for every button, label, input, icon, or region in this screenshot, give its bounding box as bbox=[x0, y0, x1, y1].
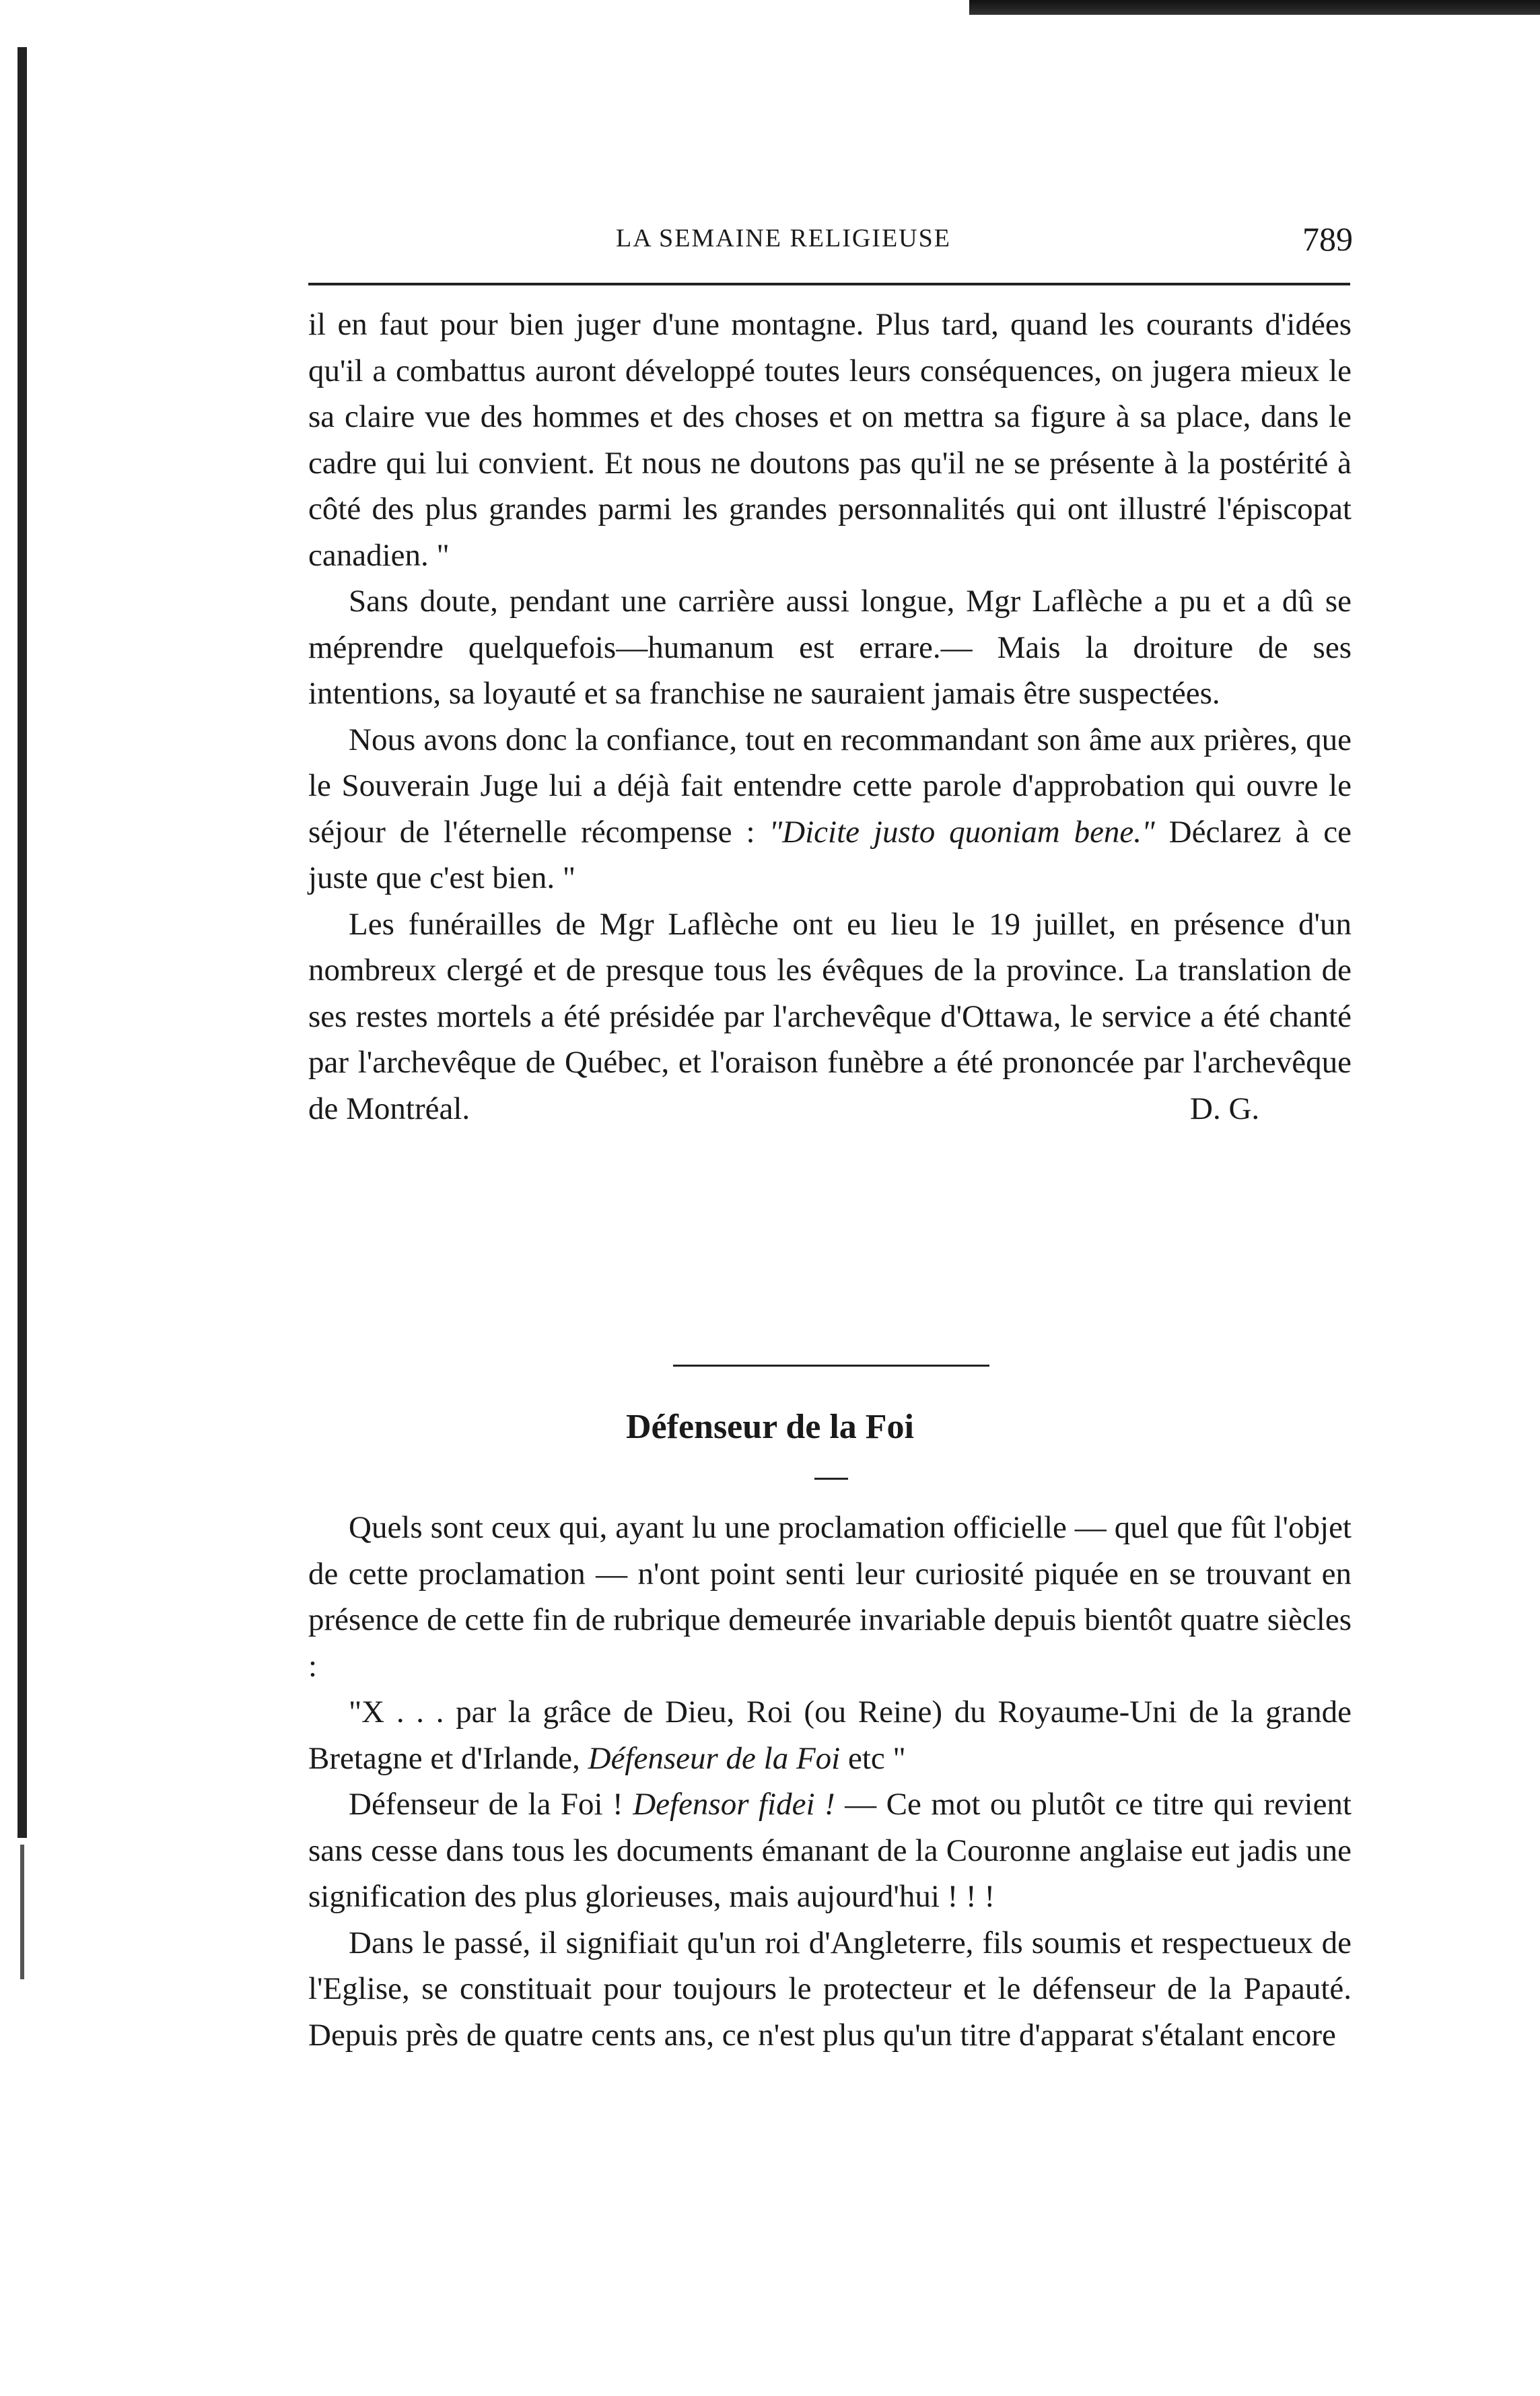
section-divider bbox=[673, 1365, 989, 1367]
scan-edge-top bbox=[969, 0, 1540, 15]
page-header bbox=[306, 220, 1353, 271]
paragraph-text: — Ce mot ou plutôt ce titre qui revient sans cesse dans tous les documents émanant de la Couronne anglaise eut jadis une signification des plus glorieuses, mais aujourd'hui ! ! ! bbox=[308, 1787, 1352, 1914]
paragraph-text: etc " bbox=[840, 1740, 906, 1776]
header-rule bbox=[308, 283, 1350, 285]
paragraph: il en faut pour bien juger d'une montagne. Plus tard, quand les courants d'idées qu'il a combattus auront développé toutes leurs conséquences, on jugera mieux le sa claire vue des hommes et des choses et on mettra sa figure à sa place, dans le cadre qui lui convient. Et nous ne doutons pas qu'il ne se présente à la postérité à côté des plus grandes parmi les grandes personnalités qui ont illustré l'épiscopat canadien. " bbox=[308, 307, 1352, 573]
paragraph: Sans doute, pendant une carrière aussi longue, Mgr Laflèche a pu et a dû se méprendre quelquefois—humanum est errare.— Mais la droiture de ses intentions, sa loyauté et sa franchise ne sauraient jamais être suspectées. bbox=[308, 584, 1352, 711]
italic-title: Défenseur de la Foi bbox=[588, 1740, 841, 1776]
section-title: Défenseur de la Foi bbox=[626, 1408, 914, 1446]
paragraph-text: Nous avons donc la confiance, tout en recommandant son âme aux prières, que le Souverain Juge lui a déjà fait entendre cette parole d'approbation qui ouvre le séjour de l'éternelle récompense : bbox=[308, 722, 1352, 850]
running-title: LA SEMAINE RELIGIEUSE bbox=[616, 224, 951, 252]
title-dash bbox=[814, 1478, 848, 1480]
paragraph-text: Déclarez à ce juste que c'est bien. " bbox=[308, 814, 1352, 895]
signature: D. G. bbox=[1190, 1091, 1260, 1126]
paragraph bbox=[308, 901, 1352, 1132]
paragraph: Dans le passé, il signifiait qu'un roi d'Angleterre, fils soumis et respectueux de l'Eglise, se constituait pour toujours le protecteur et le défenseur de la Papauté. Depuis près de quatre cents ans, ce n'est plus qu'un titre d'apparat s'étalant encore bbox=[308, 1925, 1352, 2053]
paragraph bbox=[308, 1689, 1352, 1781]
paragraph bbox=[308, 717, 1352, 901]
paragraph-text: Défenseur de la Foi ! bbox=[349, 1787, 633, 1822]
latin-phrase: Defensor fidei ! bbox=[633, 1787, 835, 1822]
article-continuation bbox=[308, 302, 1352, 1132]
page-number: 789 bbox=[1302, 220, 1353, 258]
paragraph-text: "X . . . par la grâce de Dieu, Roi (ou Reine) du Royaume-Uni de la grande Bretagne et d'Irlande, bbox=[308, 1695, 1352, 1776]
scan-edge-left-lower bbox=[20, 1845, 24, 1979]
paragraph bbox=[308, 1781, 1352, 1920]
paragraph-text: Les funérailles de Mgr Laflèche ont eu lieu le 19 juillet, en présence d'un nombreux clergé et de presque tous les évêques de la province. La translation de ses restes mortels a été présidée par l'archevêque d'Ottawa, le service a été chanté par l'archevêque de Québec, et l'oraison funèbre a été prononcée par l'archevêque de Montréal. bbox=[308, 906, 1352, 1126]
paragraph: Quels sont ceux qui, ayant lu une proclamation officielle — quel que fût l'objet de cette proclamation — n'ont point senti leur curiosité piquée en se trouvant en présence de cette fin de rubrique demeurée invariable depuis bientôt quatre siècles : bbox=[308, 1510, 1352, 1684]
latin-quote: "Dicite justo quoniam bene." bbox=[769, 814, 1155, 850]
section-body bbox=[308, 1505, 1352, 2058]
scan-edge-left bbox=[18, 47, 27, 1838]
